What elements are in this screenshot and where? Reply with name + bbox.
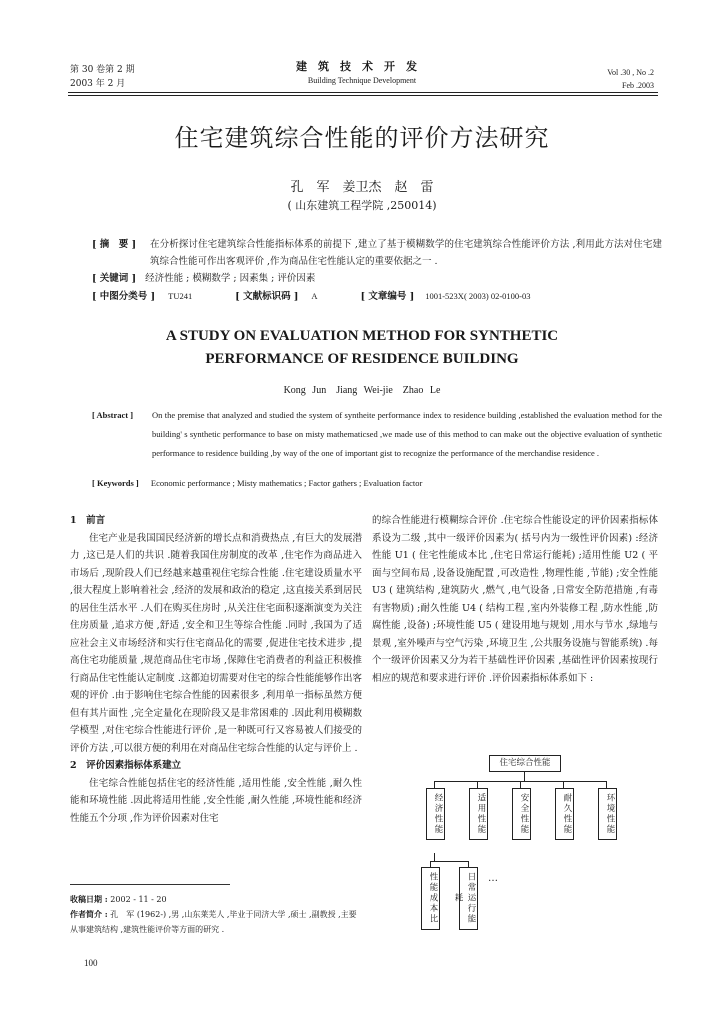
received-date-label: 收稿日期 : — [70, 894, 108, 904]
abstract-cn — [92, 236, 662, 270]
keywords-cn-text: 经济性能 ; 模糊数学 ; 因素集 ; 评价因素 — [145, 273, 316, 284]
section-1-paragraph: 住宅产业是我国国民经济新的增长点和消费热点 ,有巨大的发展潜力 ,这已是人们的共识 .随着我国住房制度的改革 ,住宅作为商品进入市场后 ,现阶段人们已经越来越重视住宅综合性能 .住宅建设质量水平 ,很大程度上影响着社会 ,经济的发展和政治的稳定 ,这直接关系到居民的居住生活水平 .人们在购买住房时 ,从关注住宅面积逐渐演变为关注住房质量 ,追求方便 ,舒适 ,安全和卫生等综合性能 .同时 ,我国为了适应社会主义市场经济和实行住宅商品化的需要 ,促进住宅技术进步 ,提高住宅功能质量 ,规范商品住宅市场 ,保障住宅消费者的利益正积极推行商品住宅性能认定制度 .这都迫切需要对住宅的综合性能能够作出客观的评价 .由于影响住宅综合性能的因素很多 ,利用单一指标虽然方便但有其片面性 ,完全定量化在现阶段又是非常困难的 .因此利用模糊数学模型 ,对住宅综合性能进行评价 ,是一种既可行又容易被人们接受的评价方法 ,可以很方便的利用在对商品住宅综合性能的认定与评价上 . — [70, 532, 362, 754]
volume-issue: 第 30 卷第 2 期 — [70, 65, 135, 75]
section-1-heading: 1 前言 — [70, 515, 106, 526]
authors-en: Kong Jun Jiang Wei-jie Zhao Le — [283, 385, 441, 396]
author-bio — [70, 907, 362, 937]
diagram-node-environment: 环境性能 — [598, 788, 617, 840]
diagram-node-cost-ratio: 性能成本比 — [421, 867, 440, 930]
publication-date-cn: 2003 年 2 月 — [70, 79, 126, 89]
diagram-connector — [430, 861, 468, 862]
diagram-connector — [563, 781, 564, 788]
abstract-en-label: [ Abstract ] — [92, 410, 134, 420]
abstract-en — [92, 406, 662, 463]
header-rule-thin — [68, 95, 658, 96]
section-2-paragraph: 住宅综合性能包括住宅的经济性能 ,适用性能 ,安全性能 ,耐久性能和环境性能 .因此将适用性能 ,安全性能 ,耐久性能 ,环境性能和经济性能五个分项 ,作为评价因素对住宅 — [70, 777, 362, 824]
journal-name-cn: 建筑技术开发 — [296, 60, 428, 73]
keywords-en — [92, 478, 422, 488]
author-bio-label: 作者简介 : — [70, 909, 108, 919]
right-column-paragraph: 的综合性能进行模糊综合评价 .住宅综合性能设定的评价因素指标体系设为二级 ,其中一级评价因素为( 括号内为一级性评价因素) :经济性能 U1 ( 住宅性能成本比 ,住宅日常运行能耗) ;适用性能 U2 ( 平面与空间布局 ,设备设施配置 ,可改造性 ,物理性能 ,节能) ;安全性能 U3 ( 建筑结构 ,建筑防火 ,燃气 ,电气设备 ,日常安全防范措施 ,有毒有害物质) ;耐久性能 U4 ( 结构工程 ,室内外装修工程 ,防水性能 ,防腐性能 ,设备) ;环境性能 U5 ( 建设用地与规划 ,用水与节水 ,绿地与景观 ,室外噪声与空气污染 ,环境卫生 ,公共服务设施与智能系统) .每个一级评价因素又分为若干基础性评价因素 ,基础性评价因素按现行相应的规范和要求进行评价 .评价因素指标体系如下 : — [372, 515, 658, 684]
received-date — [70, 892, 362, 907]
clc-label: [ 中图分类号 ] — [92, 291, 156, 302]
footnote-rule — [70, 884, 230, 885]
evaluation-index-diagram — [372, 755, 662, 930]
diagram-node-daily-energy: 日常运行能耗 — [459, 867, 478, 930]
classification-row — [92, 288, 531, 305]
diagram-ellipsis: … — [488, 873, 498, 884]
footnote — [70, 892, 362, 937]
page-number: 100 — [84, 958, 98, 968]
diagram-node-economic: 经济性能 — [426, 788, 445, 840]
section-2-heading: 2 评价因素指标体系建立 — [70, 760, 182, 771]
header-rule — [68, 92, 658, 93]
diagram-node-applicability: 适用性能 — [469, 788, 488, 840]
keywords-en-text: Economic performance ; Misty mathematics ; Factor gathers ; Evaluation factor — [150, 478, 423, 488]
paper-title-cn: 住宅建筑综合性能的评价方法研究 — [174, 124, 550, 152]
diagram-connector — [520, 781, 521, 788]
diagram-root-box: 住宅综合性能 — [489, 755, 561, 772]
diagram-connector — [434, 853, 435, 861]
received-date-value: 2002 - 11 - 20 — [110, 895, 167, 904]
paper-title-en-line2: PERFORMANCE OF RESIDENCE BUILDING — [205, 351, 519, 367]
paper-title-en-line1: A STUDY ON EVALUATION METHOD FOR SYNTHETIC — [165, 328, 559, 344]
body-right-column — [372, 512, 658, 687]
journal-volume-info-en — [607, 66, 654, 92]
diagram-connector — [477, 781, 478, 788]
doc-code-value: A — [311, 291, 318, 301]
doc-code-label: [ 文献标识码 ] — [235, 291, 299, 302]
abstract-cn-text: 在分析探讨住宅建筑综合性能指标体系的前提下 ,建立了基于模糊数学的住宅建筑综合性能评价方法 ,利用此方法对住宅建筑综合性能可作出客观评价 ,作为商品住宅性能认定的重要依据之一 . — [150, 239, 662, 267]
journal-name-en: Building Technique Development — [307, 76, 417, 85]
abstract-en-text: On the premise that analyzed and studied the system of syntheite performance index to residence building ,established the evaluation method for the building' s synthetic performance to base on misty mathematicsed ,we made use of this method to can make out the objective evaluation of synthetic performance to residence building ,by way of the one of important gist to recognize the performance of the merchandise residence . — [152, 410, 662, 458]
article-number-value: 1001-523X( 2003) 02-0100-03 — [425, 291, 531, 301]
keywords-en-label: [ Keywords ] — [92, 478, 139, 488]
author-bio-text: 孔 军 (1962-) ,男 ,山东莱芜人 ,毕业于同济大学 ,硕士 ,副教授 ,主要从事建筑结构 ,建筑性能评价等方面的研究 . — [70, 910, 357, 934]
authors-cn: 孔 军 姜卫杰 赵 雷 — [290, 180, 434, 195]
affiliation-cn: ( 山东建筑工程学院 ,250014) — [287, 199, 437, 212]
diagram-connector — [606, 781, 607, 788]
clc-value: TU241 — [168, 291, 193, 301]
volume-issue-en: Vol .30 , No .2 — [607, 68, 654, 77]
article-number-label: [ 文章编号 ] — [360, 291, 415, 302]
diagram-connector — [524, 771, 525, 781]
abstract-cn-label: [ 摘 要 ] — [92, 239, 137, 250]
body-left-column — [70, 512, 362, 827]
keywords-cn — [92, 271, 315, 287]
diagram-node-durability: 耐久性能 — [555, 788, 574, 840]
publication-date-en: Feb .2003 — [622, 81, 654, 90]
paper-title-en — [0, 325, 724, 371]
diagram-node-safety: 安全性能 — [512, 788, 531, 840]
diagram-connector — [434, 781, 435, 788]
keywords-cn-label: [ 关键词 ] — [92, 273, 137, 284]
